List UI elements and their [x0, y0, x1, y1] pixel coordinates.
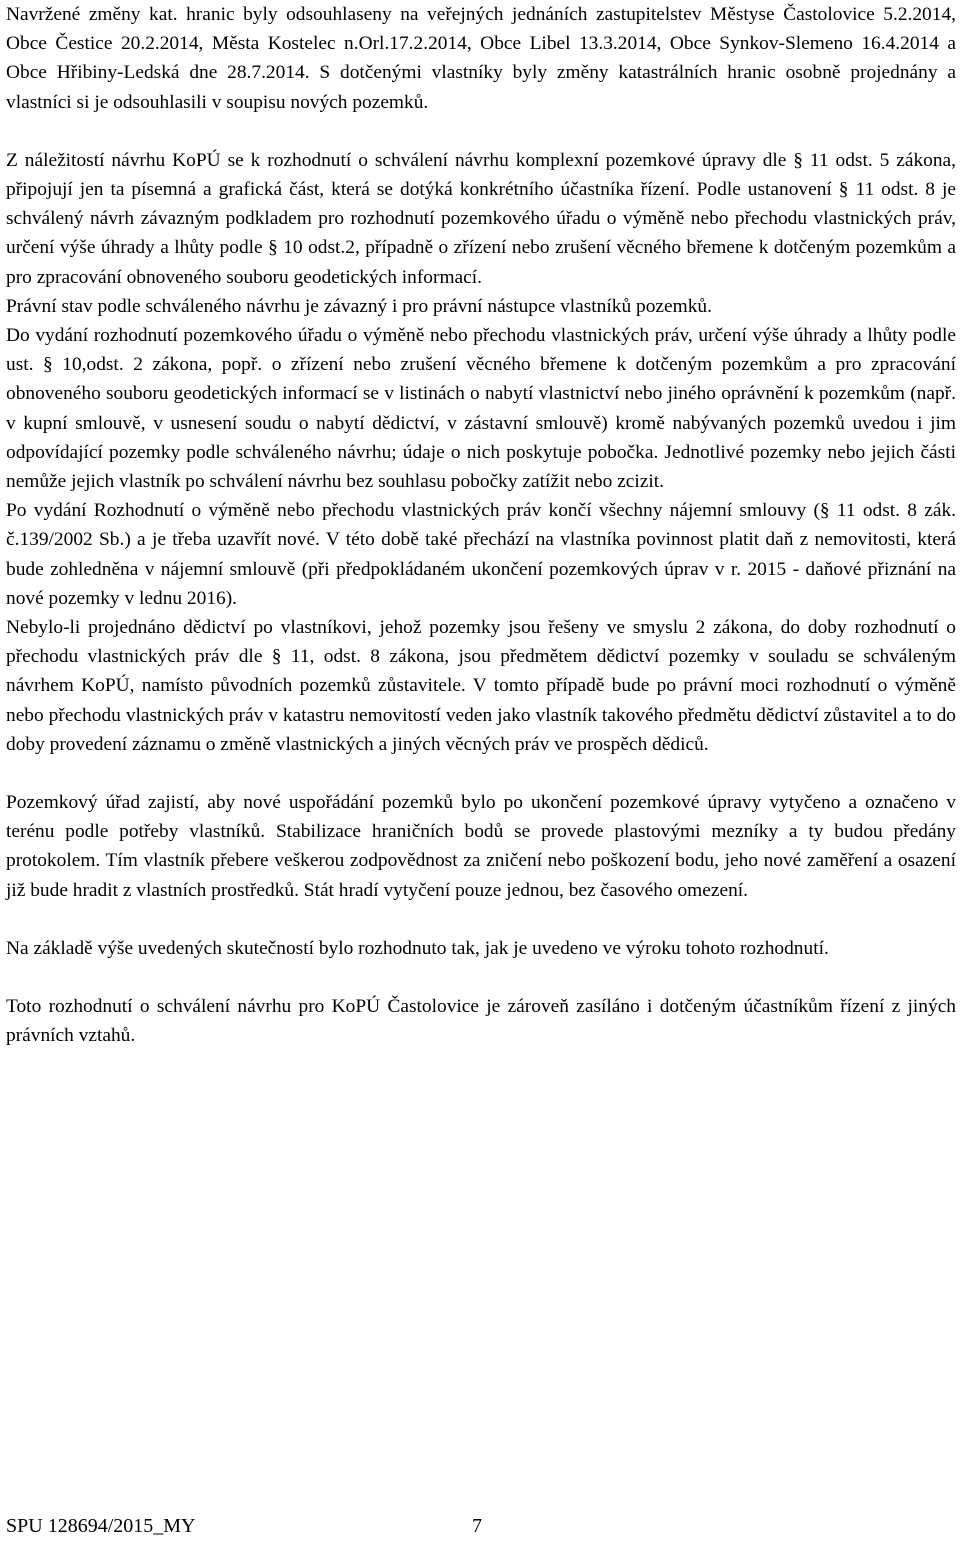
paragraph-gap	[6, 759, 956, 788]
paragraph-gap	[6, 905, 956, 934]
paragraph-kopu-requirements: Z náležitostí návrhu KoPÚ se k rozhodnutí o schválení návrhu komplexní pozemkové úpravy dle § 11 odst. 5 zákona, připojují jen ta písemná a grafická část, která se dotýká konkrétního účastníka řízení. Podle ustanovení § 11 odst. 8 je schválený návrh závazným podkladem pro rozhodnutí pozemkového úřadu o výměně nebo přechodu vlastnických práv, určení výše úhrady a lhůty podle § 10 odst.2, případně o zřízení nebo zrušení věcného břemene k dotčeným pozemkům a pro zpracování obnoveného souboru geodetických informací.	[6, 149, 956, 288]
paragraph-before-decision: Do vydání rozhodnutí pozemkového úřadu o výměně nebo přechodu vlastnických práv, určení výše úhrady a lhůty podle ust. § 10,odst. 2 zákona, popř. o zřízení nebo zrušení věcného břemene k dotčeným pozemkům a pro zpracování obnoveného souboru geodetických informací se v listinách o nabytí vlastnictví nebo jiného oprávnění k pozemkům (např. v kupní smlouvě, v usnesení soudu o nabytí dědictví, v zástavní smlouvě) kromě nabývaných pozemků uvedou i jim odpovídající pozemky podle schváleného návrhu; údaje o nich poskytuje pobočka. Jednotlivé pozemky nebo jejich části nemůže jejich vlastník po schválení návrhu bez souhlasu pobočky zatížit nebo zcizit.	[6, 325, 956, 493]
page-footer	[6, 1513, 956, 1543]
document-body	[6, 0, 956, 1051]
document-reference-code: SPU 128694/2015_MY	[6, 1515, 196, 1537]
paragraph-distribution: Toto rozhodnutí o schválení návrhu pro KoPÚ Častolovice je zároveň zasíláno i dotčeným účastníkům řízení z jiných právních vztahů.	[6, 996, 956, 1047]
paragraph-conclusion: Na základě výše uvedených skutečností bylo rozhodnuto tak, jak je uvedeno ve výroku tohoto rozhodnutí.	[6, 937, 829, 959]
paragraph-lease-contracts: Po vydání Rozhodnutí o výměně nebo přechodu vlastnických práv končí všechny nájemní smlouvy (§ 11 odst. 8 zák. č.139/2002 Sb.) a je třeba uzavřít nové. V této době také přechází na vlastníka povinnost platit daň z nemovitosti, která bude zohledněna v nájemní smlouvě (při předpokládaném ukončení pozemkových úprav v r. 2015 - daňové přiznání na nové pozemky v lednu 2016).	[6, 500, 956, 609]
paragraph-staking-out: Pozemkový úřad zajistí, aby nové uspořádání pozemků bylo po ukončení pozemkové úpravy vytyčeno a označeno v terénu podle potřeby vlastníků. Stabilizace hraničních bodů se provede plastovými mezníky a ty budou předány protokolem. Tím vlastník přebere veškerou zodpovědnost za zničení nebo poškození bodu, jeho nové zaměření a osazení již bude hradit z vlastních prostředků. Stát hradí vytyčení pouze jednou, bez časového omezení.	[6, 792, 956, 901]
paragraph-legal-status: Právní stav podle schváleného návrhu je závazný i pro právní nástupce vlastníků pozemků.	[6, 295, 712, 317]
paragraph-cadastral-boundaries: Navržené změny kat. hranic byly odsouhlaseny na veřejných jednáních zastupitelstev Městyse Častolovice 5.2.2014, Obce Čestice 20.2.2014, Města Kostelec n.Orl.17.2.2014, Obce Libel 13.3.2014, Obce Synkov-Slemeno 16.4.2014 a Obce Hřibiny-Ledská dne 28.7.2014. S dotčenými vlastníky byly změny katastrálních hranic osobně projednány a vlastníci si je odsouhlasili v soupisu nových pozemků.	[6, 4, 956, 113]
paragraph-gap	[6, 963, 956, 992]
paragraph-gap	[6, 117, 956, 146]
paragraph-inheritance: Nebylo-li projednáno dědictví po vlastníkovi, jehož pozemky jsou řešeny ve smyslu 2 zákona, do doby rozhodnutí o přechodu vlastnických práv dle § 11, odst. 8 zákona, jsou předmětem dědictví pozemky v souladu se schváleným návrhem KoPÚ, namísto původních pozemků zůstavitele. V tomto případě bude po právní moci rozhodnutí o výměně nebo přechodu vlastnických práv v katastru nemovitostí veden jako vlastník takového předmětu dědictví zůstavitel a to do doby provedení záznamu o změně vlastnických a jiných věcných práv ve prospěch dědiců.	[6, 617, 956, 755]
page-number: 7	[472, 1515, 482, 1537]
